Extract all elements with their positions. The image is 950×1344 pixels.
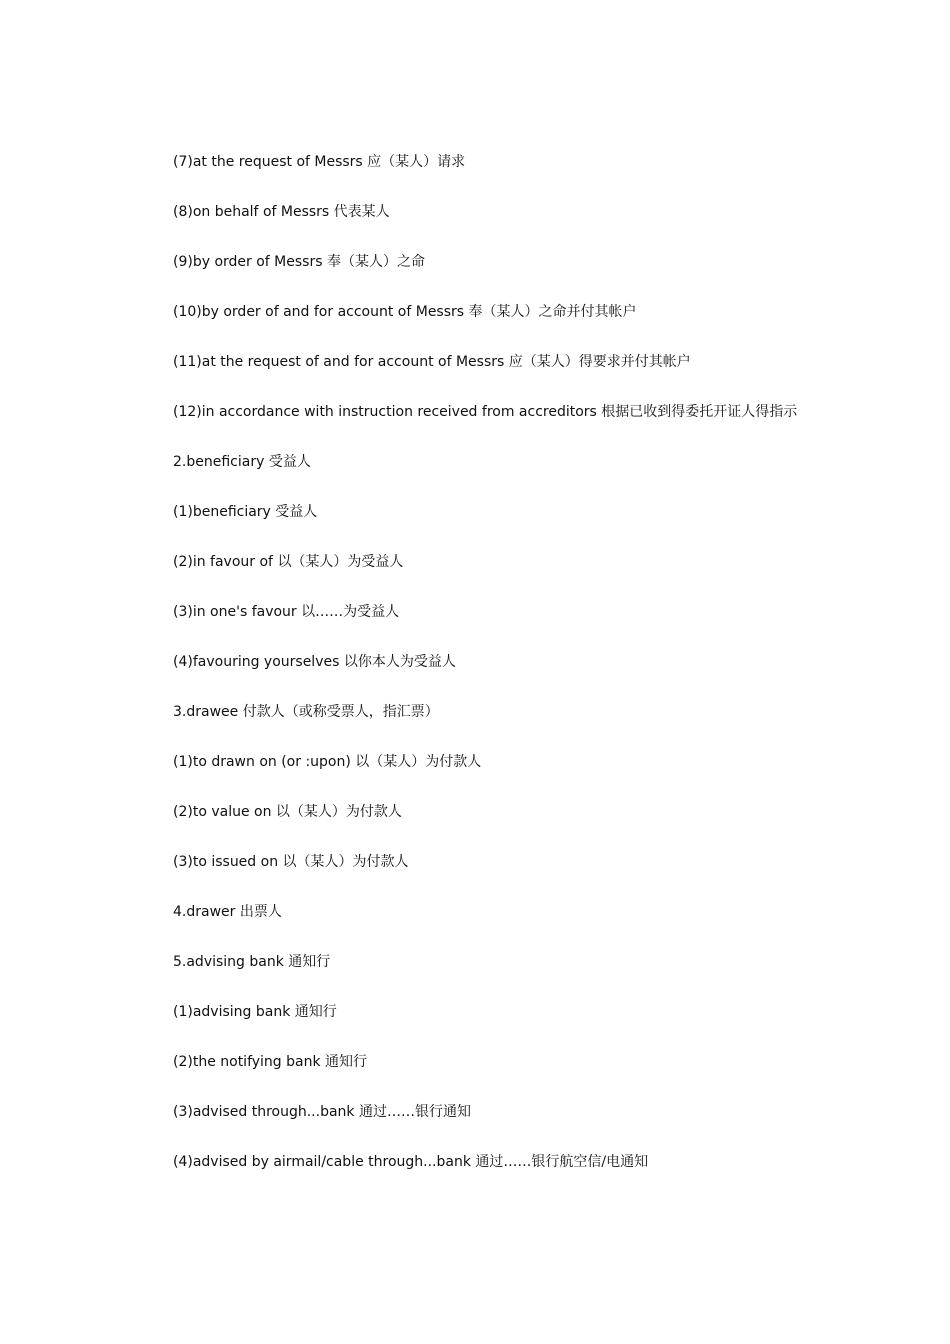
text-line-drawee-1: (1)to drawn on (or :upon) 以（某人）为付款人 bbox=[173, 754, 482, 770]
text-line-advising-1: (1)advising bank 通知行 bbox=[173, 1004, 337, 1020]
text-line-advising-4: (4)advised by airmail/cable through...bank 通过……银行航空信/电通知 bbox=[173, 1154, 649, 1170]
text-line-11-request-account: (11)at the request of and for account of Messrs 应（某人）得要求并付其帐户 bbox=[173, 354, 691, 370]
text-line-advising-2: (2)the notifying bank 通知行 bbox=[173, 1054, 368, 1070]
text-line-drawee-3: (3)to issued on 以（某人）为付款人 bbox=[173, 854, 409, 870]
text-line-drawee-2: (2)to value on 以（某人）为付款人 bbox=[173, 804, 402, 820]
section-heading-drawee: 3.drawee 付款人（或称受票人，指汇票） bbox=[173, 704, 439, 720]
text-line-advising-3: (3)advised through...bank 通过……银行通知 bbox=[173, 1104, 471, 1120]
section-heading-drawer: 4.drawer 出票人 bbox=[173, 904, 282, 920]
document-body bbox=[173, 150, 813, 1200]
section-heading-beneficiary: 2.beneficiary 受益人 bbox=[173, 454, 311, 470]
text-line-8-on-behalf: (8)on behalf of Messrs 代表某人 bbox=[173, 204, 390, 220]
text-line-12-accordance: (12)in accordance with instruction received from accreditors 根据已收到得委托开证人得指示 bbox=[173, 404, 798, 420]
text-line-9-by-order: (9)by order of Messrs 奉（某人）之命 bbox=[173, 254, 425, 270]
text-line-beneficiary-1: (1)beneficiary 受益人 bbox=[173, 504, 318, 520]
text-line-10-by-order-account: (10)by order of and for account of Messrs 奉（某人）之命并付其帐户 bbox=[173, 304, 637, 320]
text-line-7-at-request: (7)at the request of Messrs 应（某人）请求 bbox=[173, 154, 466, 170]
text-line-beneficiary-3: (3)in one's favour 以……为受益人 bbox=[173, 604, 400, 620]
section-heading-advising-bank: 5.advising bank 通知行 bbox=[173, 954, 331, 970]
text-line-beneficiary-2: (2)in favour of 以（某人）为受益人 bbox=[173, 554, 404, 570]
text-line-beneficiary-4: (4)favouring yourselves 以你本人为受益人 bbox=[173, 654, 456, 670]
